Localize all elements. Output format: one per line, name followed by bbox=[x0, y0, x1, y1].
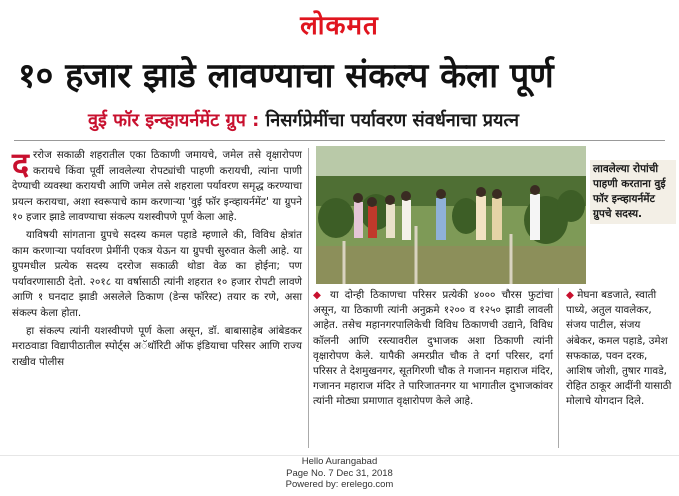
column-divider-2 bbox=[558, 288, 559, 448]
column-divider-1 bbox=[308, 148, 309, 448]
article-column-right bbox=[566, 288, 672, 410]
article-column-left bbox=[12, 145, 302, 372]
article-headline: १० हजार झाडे लावण्याचा संकल्प केला पूर्ण bbox=[18, 56, 554, 96]
footer-edition: Hello Aurangabad bbox=[301, 456, 378, 467]
article-paragraph-2: याविषयी सांगताना ग्रुपचे सदस्य कमल पहाडे म्हणाले की, विविध क्षेत्रांत काम करणाऱ्या पर्यावरण प्रेमींनी एकत्र येऊन या ग्रुपची सुरुवात केली आहे. या ग्रुपमधील प्रत्येक सदस्य दररोज सकाळी थोडा वेळ का होईना; पण पर्यावरणासाठी देतो. २०१८ या वर्षासाठी त्यांनी शहरात १० हजार रोपटी लावणे आणि १ घनदाट झाडी असलेले ठिकाण (डेन्स फॉरेस्ट) तयार क रणे, असा संकल्प केला होता. bbox=[12, 228, 302, 319]
paragraph-1-text: ररोज सकाळी शहरातील एका ठिकाणी जमायचे, जमेल तसे वृक्षारोपण करायचे किंवा पूर्वी लावलेल्या रोपट्यांची पाहणी करायची, त्यांना पाणी देण्याची व्यवस्था करायची आणि जमेल तसे शहराला पर्यावरण समृद्ध करण्याचा प्रयत्न करायचा, अशा स्वरूपाचे काम करणाऱ्या 'वुई फॉर इन्व्हायर्नमेंट' या ग्रुपने १० हजार झाडे लावण्याचा संकल्प यशस्वीपणे पूर्ण केला आहे. bbox=[12, 149, 302, 224]
lokmat-logo: लोकमत bbox=[300, 11, 379, 41]
photo-caption: लावलेल्या रोपांची पाहणी करताना वुई फॉर इन्व्हायर्नमेंट ग्रुपचे सदस्य. bbox=[590, 160, 676, 224]
photo-illustration bbox=[316, 146, 586, 284]
header-divider bbox=[14, 140, 665, 141]
bullet-icon: ◆ bbox=[313, 289, 324, 301]
right-column-text: मेघना बडजाते, स्वाती पाध्ये, अतुल यावलेकर, संजय पाटील, संजय अंबेकर, कमल पहाडे, उमेश सफकाळ, पवन दरक, आशिष जोशी, तुषार गावडे, रोहित ठाकूर आदींनी यासाठी मोलाचे योगदान दिले. bbox=[566, 289, 672, 408]
footer-powered-by: Powered by: erelego.com bbox=[285, 479, 394, 490]
bullet-icon: ◆ bbox=[566, 289, 574, 301]
drop-cap: द bbox=[12, 145, 29, 183]
article-paragraph-3: हा संकल्प त्यांनी यशस्वीपणे पूर्ण केला असून, डॉ. बाबासाहेब आंबेडकर मराठवाडा विद्यापीठातील स्पोर्ट्स अॅथॉरिटी ऑफ इंडियाचा परिसर आणि राज्य राखीव पोलीस bbox=[12, 324, 302, 368]
article-subhead bbox=[88, 108, 668, 134]
masthead bbox=[0, 0, 679, 46]
middle-column-text: या दोन्ही ठिकाणचा परिसर प्रत्येकी ४००० चौरस फुटांचा असून, या ठिकाणी त्यांनी अनुक्रमे १२०० व १२५० झाडी लावली आहेत. तसेच महानगरपालिकेची विविध ठिकाणची उद्याने, विविध कॉलनी आणि रस्त्यावरील दुभाजक अशा ठिकाणी त्यांनी वृक्षारोपण केले. यापैकी अमरप्रीत चौक ते दर्गा परिसर, दर्गा परिसर ते देशमुखनगर, सूतगिरणी चौक ते गजानन महाराज मंदिर, गजानन महाराज मंदिर ते पारिजातनगर या भागातील दुभाजकांवर त्यांनी मोठ्या प्रमाणात वृक्षारोपण केले आहे. bbox=[313, 289, 554, 408]
article-paragraph-1 bbox=[12, 145, 302, 226]
footer-page-date: Page No. 7 Dec 31, 2018 bbox=[286, 467, 393, 479]
article-column-middle bbox=[313, 288, 553, 410]
subhead-tagline: निसर्गप्रेमींचा पर्यावरण संवर्धनाचा प्रयत्न bbox=[265, 110, 519, 131]
page-footer bbox=[0, 455, 679, 496]
plantation-photo bbox=[316, 146, 586, 284]
subhead-group-name: वुई फॉर इन्व्हायर्नमेंट ग्रुप : bbox=[88, 110, 260, 131]
